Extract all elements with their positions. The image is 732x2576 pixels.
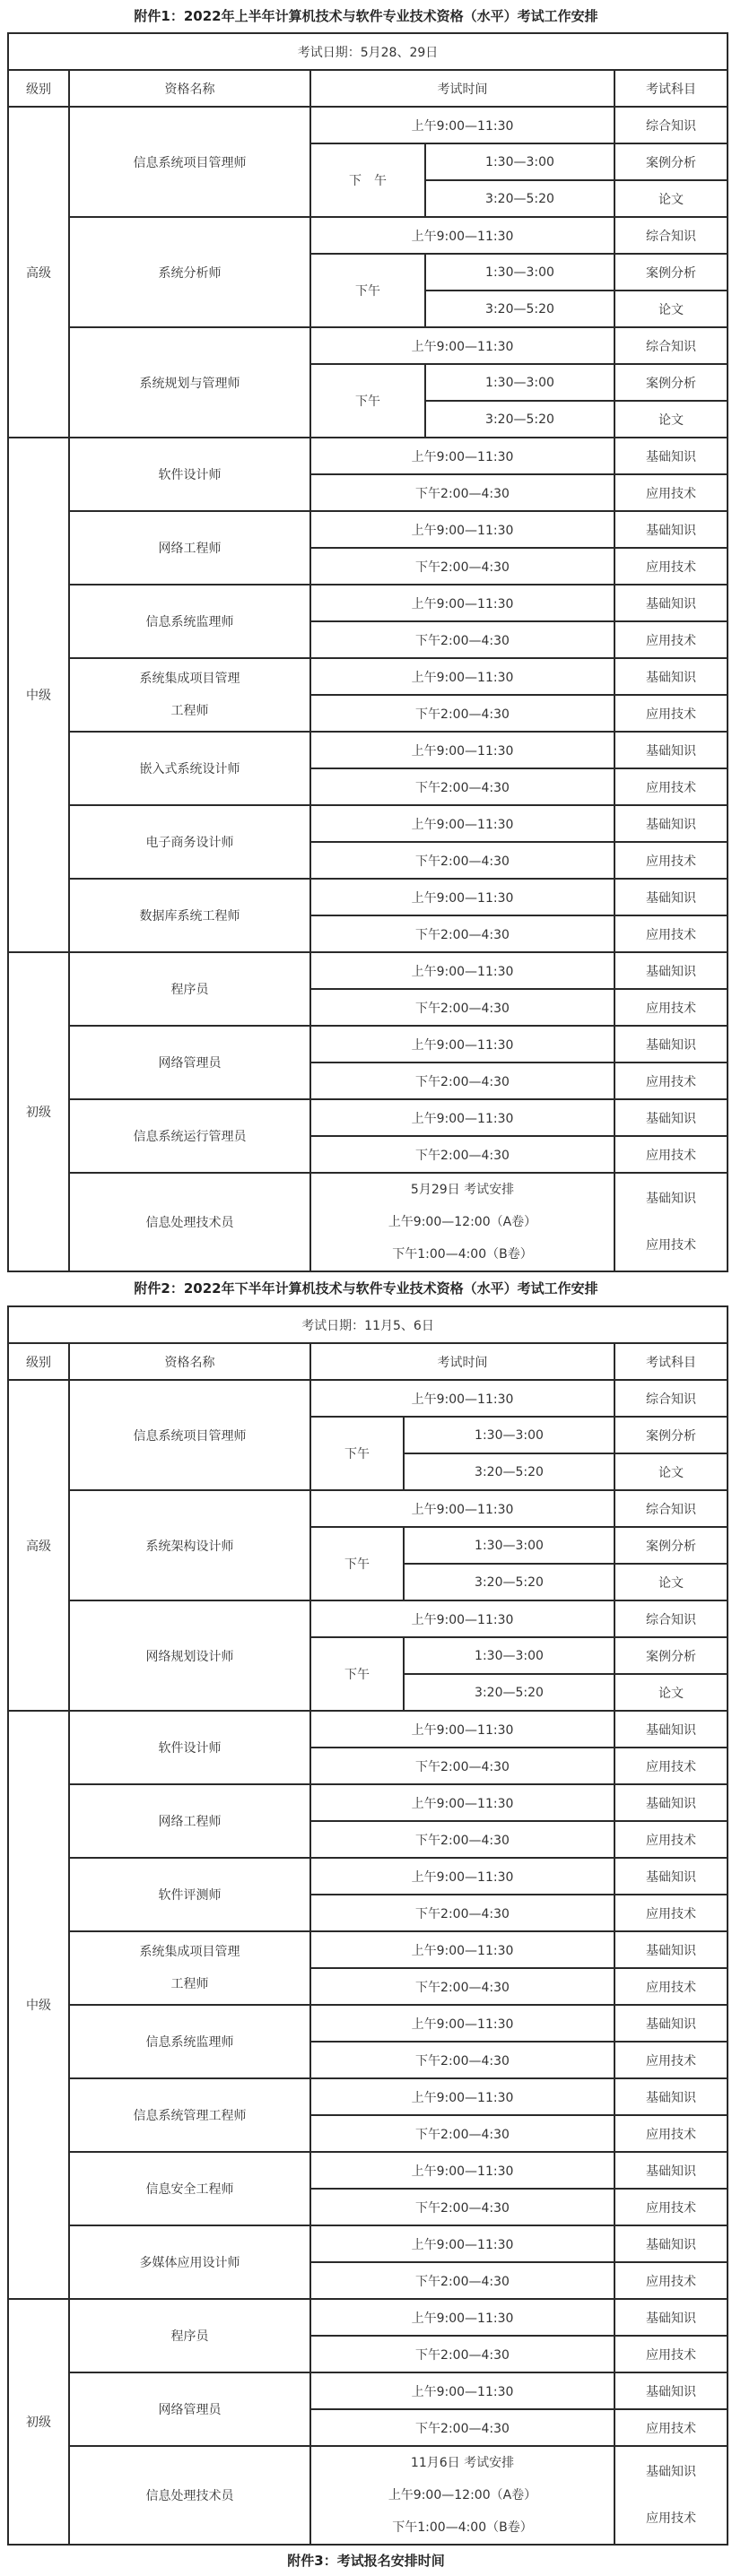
exam-date: 考试日期：5月28、29日 xyxy=(8,33,728,70)
qualification-name: 网络管理员 xyxy=(69,1026,310,1099)
exam-time: 下午2:00—4:30 xyxy=(310,1895,614,1931)
table-row xyxy=(8,2005,728,2042)
exam-time: 下午2:00—4:30 xyxy=(310,2262,614,2299)
exam-time-line: 5月29日 考试安排 xyxy=(410,1183,515,1197)
exam-subject: 应用技术 xyxy=(614,1968,728,2005)
exam-subject-line: 基础知识 xyxy=(646,1192,697,1206)
table-row xyxy=(8,217,728,254)
qualification-name: 软件设计师 xyxy=(69,1711,310,1784)
exam-subject: 基础知识 xyxy=(614,585,728,621)
table-row xyxy=(8,1858,728,1895)
exam-time: 下午2:00—4:30 xyxy=(310,2409,614,2446)
exam-subject: 应用技术 xyxy=(614,1136,728,1173)
exam-subjects xyxy=(614,2446,728,2545)
table-row xyxy=(8,1490,728,1527)
exam-subject: 应用技术 xyxy=(614,768,728,805)
header-subject: 考试科目 xyxy=(614,70,728,107)
exam-time-line: 下午1:00—4:00（B卷） xyxy=(392,1247,533,1262)
table1-title: 附件1：2022年上半年计算机技术与软件专业技术资格（水平）考试工作安排 xyxy=(134,8,598,24)
qualification-name xyxy=(69,1931,310,2005)
exam-subject: 综合知识 xyxy=(614,1490,728,1527)
exam-subject-line: 应用技术 xyxy=(646,2511,697,2526)
exam-subject: 应用技术 xyxy=(614,2336,728,2372)
exam-time: 上午9:00—11:30 xyxy=(310,1784,614,1821)
exam-subject: 基础知识 xyxy=(614,2225,728,2262)
exam-time: 下午2:00—4:30 xyxy=(310,474,614,511)
exam-time: 3:20—5:20 xyxy=(425,291,614,327)
exam-time: 下午2:00—4:30 xyxy=(310,2115,614,2152)
qualification-name-line: 系统集成项目管理 xyxy=(139,672,240,686)
table-row xyxy=(8,1380,728,1417)
exam-time: 上午9:00—11:30 xyxy=(310,2372,614,2409)
exam-subject: 案例分析 xyxy=(614,364,728,401)
exam-subject: 基础知识 xyxy=(614,1784,728,1821)
exam-subject: 论文 xyxy=(614,291,728,327)
exam-time: 下午2:00—4:30 xyxy=(310,1062,614,1099)
exam-time-line: 下午1:00—4:00（B卷） xyxy=(392,2520,533,2535)
exam-time-info xyxy=(310,2446,614,2545)
exam-time-line: 上午9:00—12:00（A卷） xyxy=(388,2488,537,2502)
exam-subject: 论文 xyxy=(614,1453,728,1490)
exam-date: 考试日期：11月5、6日 xyxy=(8,1306,728,1343)
exam-time: 上午9:00—11:30 xyxy=(310,1931,614,1968)
table-row xyxy=(8,1931,728,1968)
qualification-name: 信息处理技术员 xyxy=(69,1173,310,1271)
table-row xyxy=(8,1306,728,1343)
exam-time: 上午9:00—11:30 xyxy=(310,1711,614,1748)
qualification-name: 网络工程师 xyxy=(69,511,310,585)
table-row xyxy=(8,1711,728,1748)
table-row xyxy=(8,33,728,70)
exam-subject: 论文 xyxy=(614,1564,728,1600)
exam-subject: 基础知识 xyxy=(614,1931,728,1968)
table-row xyxy=(8,658,728,695)
exam-time: 上午9:00—11:30 xyxy=(310,107,614,143)
table-row xyxy=(8,1784,728,1821)
exam-time: 下午2:00—4:30 xyxy=(310,695,614,732)
exam-time: 下午2:00—4:30 xyxy=(310,1968,614,2005)
exam-subject: 应用技术 xyxy=(614,1895,728,1931)
header-level: 级别 xyxy=(8,70,69,107)
exam-subject: 应用技术 xyxy=(614,915,728,952)
level-cell: 初级 xyxy=(8,2299,69,2545)
exam-subject: 案例分析 xyxy=(614,254,728,291)
exam-subject-line: 基础知识 xyxy=(646,2465,697,2479)
exam-subject: 论文 xyxy=(614,1674,728,1711)
exam-time: 下午2:00—4:30 xyxy=(310,2336,614,2372)
exam-subject: 综合知识 xyxy=(614,107,728,143)
qualification-name: 软件设计师 xyxy=(69,438,310,511)
header-level: 级别 xyxy=(8,1343,69,1380)
exam-time: 下午2:00—4:30 xyxy=(310,842,614,879)
exam-subject: 基础知识 xyxy=(614,2005,728,2042)
qualification-name: 信息系统监理师 xyxy=(69,585,310,658)
exam-time: 上午9:00—11:30 xyxy=(310,805,614,842)
qualification-name: 信息安全工程师 xyxy=(69,2152,310,2225)
exam-subject: 应用技术 xyxy=(614,695,728,732)
exam-time-line: 11月6日 考试安排 xyxy=(410,2456,515,2470)
exam-time: 下午2:00—4:30 xyxy=(310,1821,614,1858)
exam-subject-line: 应用技术 xyxy=(646,1238,697,1253)
table-row xyxy=(8,107,728,143)
table-row xyxy=(8,1026,728,1062)
exam-subject: 基础知识 xyxy=(614,879,728,915)
header-subject: 考试科目 xyxy=(614,1343,728,1380)
exam-time: 3:20—5:20 xyxy=(404,1453,614,1490)
qualification-name: 系统架构设计师 xyxy=(69,1490,310,1600)
exam-subject: 基础知识 xyxy=(614,2152,728,2189)
exam-subject: 基础知识 xyxy=(614,1099,728,1136)
qualification-name: 数据库系统工程师 xyxy=(69,879,310,952)
qualification-name: 系统规划与管理师 xyxy=(69,327,310,438)
table-row xyxy=(8,438,728,474)
exam-time: 1:30—3:00 xyxy=(425,364,614,401)
afternoon-label: 下午 xyxy=(310,1637,404,1711)
qualification-name: 信息系统项目管理师 xyxy=(69,107,310,217)
exam-time: 下午2:00—4:30 xyxy=(310,621,614,658)
table-row xyxy=(8,1343,728,1380)
exam-time: 1:30—3:00 xyxy=(425,143,614,180)
table-row xyxy=(8,585,728,621)
qualification-name: 程序员 xyxy=(69,2299,310,2372)
exam-subject: 基础知识 xyxy=(614,438,728,474)
exam-subject: 基础知识 xyxy=(614,2299,728,2336)
exam-subject: 基础知识 xyxy=(614,658,728,695)
exam-time: 上午9:00—11:30 xyxy=(310,217,614,254)
level-cell: 高级 xyxy=(8,107,69,438)
level-cell: 高级 xyxy=(8,1380,69,1711)
exam-time-line: 上午9:00—12:00（A卷） xyxy=(388,1215,537,1229)
exam-time: 1:30—3:00 xyxy=(425,254,614,291)
exam-subject: 应用技术 xyxy=(614,548,728,585)
exam-subject: 基础知识 xyxy=(614,1711,728,1748)
afternoon-label: 下 午 xyxy=(310,143,425,217)
exam-subject: 综合知识 xyxy=(614,1600,728,1637)
exam-subject: 基础知识 xyxy=(614,2078,728,2115)
exam-subject: 案例分析 xyxy=(614,143,728,180)
exam-time: 上午9:00—11:30 xyxy=(310,2152,614,2189)
table-row xyxy=(8,1099,728,1136)
exam-subject: 应用技术 xyxy=(614,2262,728,2299)
qualification-name: 系统分析师 xyxy=(69,217,310,327)
exam-time: 下午2:00—4:30 xyxy=(310,989,614,1026)
exam-time: 下午2:00—4:30 xyxy=(310,768,614,805)
exam-time: 上午9:00—11:30 xyxy=(310,511,614,548)
qualification-name: 信息系统运行管理员 xyxy=(69,1099,310,1173)
table-row xyxy=(8,952,728,989)
exam-time: 上午9:00—11:30 xyxy=(310,2225,614,2262)
table-row xyxy=(8,805,728,842)
qualification-name: 电子商务设计师 xyxy=(69,805,310,879)
exam-time: 上午9:00—11:30 xyxy=(310,1099,614,1136)
exam-time: 3:20—5:20 xyxy=(404,1564,614,1600)
exam-time: 上午9:00—11:30 xyxy=(310,2299,614,2336)
exam-subject: 基础知识 xyxy=(614,1858,728,1895)
table2-title: 附件2：2022年下半年计算机技术与软件专业技术资格（水平）考试工作安排 xyxy=(134,1280,598,1297)
exam-subject: 论文 xyxy=(614,180,728,217)
exam-time: 上午9:00—11:30 xyxy=(310,1858,614,1895)
exam-subject: 基础知识 xyxy=(614,2372,728,2409)
table-row xyxy=(8,70,728,107)
exam-time: 1:30—3:00 xyxy=(404,1417,614,1453)
exam-time: 3:20—5:20 xyxy=(425,401,614,438)
exam-subject: 应用技术 xyxy=(614,2115,728,2152)
exam-subject: 案例分析 xyxy=(614,1637,728,1674)
afternoon-label: 下午 xyxy=(310,364,425,438)
qualification-name: 信息系统监理师 xyxy=(69,2005,310,2078)
table-row xyxy=(8,2225,728,2262)
exam-time: 上午9:00—11:30 xyxy=(310,327,614,364)
qualification-name: 信息处理技术员 xyxy=(69,2446,310,2545)
qualification-name: 网络管理员 xyxy=(69,2372,310,2446)
exam-time: 上午9:00—11:30 xyxy=(310,658,614,695)
exam-subject: 论文 xyxy=(614,401,728,438)
table-row xyxy=(8,879,728,915)
exam-subject: 综合知识 xyxy=(614,1380,728,1417)
exam-time: 上午9:00—11:30 xyxy=(310,879,614,915)
qualification-name: 网络工程师 xyxy=(69,1784,310,1858)
table-row xyxy=(8,1600,728,1637)
exam-time: 上午9:00—11:30 xyxy=(310,732,614,768)
exam-time: 上午9:00—11:30 xyxy=(310,1026,614,1062)
afternoon-label: 下午 xyxy=(310,254,425,327)
table-row xyxy=(8,2446,728,2545)
exam-time: 1:30—3:00 xyxy=(404,1527,614,1564)
exam-subject: 应用技术 xyxy=(614,621,728,658)
header-name: 资格名称 xyxy=(69,70,310,107)
table-row xyxy=(8,2299,728,2336)
exam-subject: 应用技术 xyxy=(614,1062,728,1099)
exam-subject: 应用技术 xyxy=(614,474,728,511)
exam-subject: 案例分析 xyxy=(614,1527,728,1564)
exam-subject: 基础知识 xyxy=(614,1026,728,1062)
qualification-name: 信息系统管理工程师 xyxy=(69,2078,310,2152)
table-row xyxy=(8,1173,728,1271)
exam-time: 上午9:00—11:30 xyxy=(310,585,614,621)
qualification-name xyxy=(69,658,310,732)
exam-subject: 综合知识 xyxy=(614,217,728,254)
qualification-name: 软件评测师 xyxy=(69,1858,310,1931)
table-row xyxy=(8,2372,728,2409)
level-cell: 中级 xyxy=(8,438,69,952)
table-row xyxy=(8,511,728,548)
exam-time: 下午2:00—4:30 xyxy=(310,1136,614,1173)
table-row xyxy=(8,327,728,364)
exam-time: 下午2:00—4:30 xyxy=(310,2189,614,2225)
exam-subject: 应用技术 xyxy=(614,842,728,879)
exam-time: 上午9:00—11:30 xyxy=(310,1490,614,1527)
qualification-name: 程序员 xyxy=(69,952,310,1026)
exam-subject: 应用技术 xyxy=(614,2189,728,2225)
exam-subject: 基础知识 xyxy=(614,952,728,989)
qualification-name: 多媒体应用设计师 xyxy=(69,2225,310,2299)
exam-time: 上午9:00—11:30 xyxy=(310,1600,614,1637)
exam-subject: 应用技术 xyxy=(614,1821,728,1858)
header-time: 考试时间 xyxy=(310,1343,614,1380)
exam-time: 3:20—5:20 xyxy=(404,1674,614,1711)
exam-time-info xyxy=(310,1173,614,1271)
qualification-name-line: 工程师 xyxy=(170,704,209,718)
exam-schedule-table-h2 xyxy=(7,1305,728,2546)
exam-time: 3:20—5:20 xyxy=(425,180,614,217)
afternoon-label: 下午 xyxy=(310,1527,404,1600)
exam-time: 下午2:00—4:30 xyxy=(310,1748,614,1784)
exam-subject: 应用技术 xyxy=(614,2042,728,2078)
exam-time: 下午2:00—4:30 xyxy=(310,2042,614,2078)
table-row xyxy=(8,2078,728,2115)
qualification-name: 网络规划设计师 xyxy=(69,1600,310,1711)
exam-subject: 综合知识 xyxy=(614,327,728,364)
table3-title: 附件3：考试报名安排时间 xyxy=(287,2553,445,2569)
exam-subject: 应用技术 xyxy=(614,1748,728,1784)
exam-subject: 应用技术 xyxy=(614,989,728,1026)
table-row xyxy=(8,2152,728,2189)
qualification-name: 嵌入式系统设计师 xyxy=(69,732,310,805)
qualification-name-line: 工程师 xyxy=(170,1977,209,1991)
exam-time: 下午2:00—4:30 xyxy=(310,915,614,952)
exam-subject: 基础知识 xyxy=(614,805,728,842)
exam-time: 下午2:00—4:30 xyxy=(310,548,614,585)
header-time: 考试时间 xyxy=(310,70,614,107)
exam-time: 上午9:00—11:30 xyxy=(310,2078,614,2115)
level-cell: 初级 xyxy=(8,952,69,1271)
exam-time: 上午9:00—11:30 xyxy=(310,2005,614,2042)
qualification-name: 信息系统项目管理师 xyxy=(69,1380,310,1490)
header-name: 资格名称 xyxy=(69,1343,310,1380)
exam-subject: 案例分析 xyxy=(614,1417,728,1453)
exam-subjects xyxy=(614,1173,728,1271)
table-row xyxy=(8,732,728,768)
qualification-name-line: 系统集成项目管理 xyxy=(139,1945,240,1959)
level-cell: 中级 xyxy=(8,1711,69,2299)
exam-time: 上午9:00—11:30 xyxy=(310,1380,614,1417)
exam-subject: 基础知识 xyxy=(614,511,728,548)
exam-subject: 应用技术 xyxy=(614,2409,728,2446)
exam-subject: 基础知识 xyxy=(614,732,728,768)
afternoon-label: 下午 xyxy=(310,1417,404,1490)
exam-schedule-table-h1 xyxy=(7,32,728,1272)
exam-time: 上午9:00—11:30 xyxy=(310,438,614,474)
exam-time: 1:30—3:00 xyxy=(404,1637,614,1674)
exam-time: 上午9:00—11:30 xyxy=(310,952,614,989)
